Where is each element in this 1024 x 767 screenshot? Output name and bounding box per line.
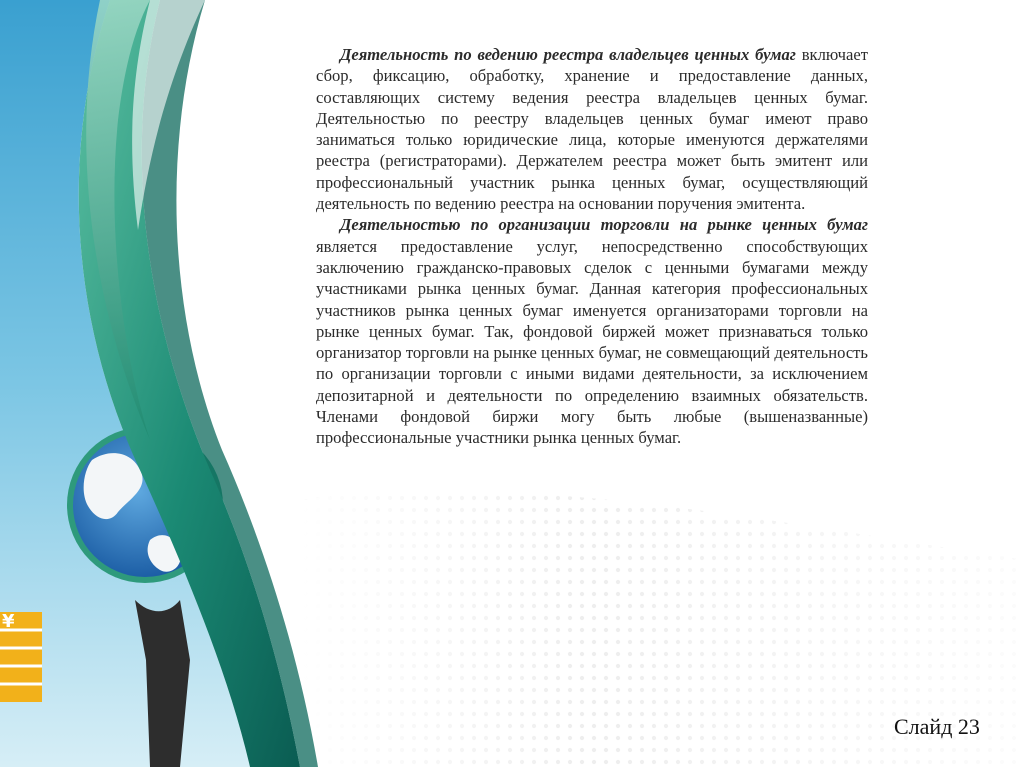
coin-stack-icon <box>0 611 42 702</box>
paragraph-trading <box>316 214 868 448</box>
svg-text:¥: ¥ <box>2 611 15 632</box>
paragraph-lead: Деятельность по ведению реестра владельцев ценных бумаг <box>340 45 796 64</box>
paragraph-registry <box>316 44 868 214</box>
main-text-block <box>316 44 868 449</box>
paragraph-body: включает сбор, фиксацию, обработку, хранение и предоставление данных, составляющих систему ведения реестра владельцев ценных бумаг. Деятельностью по реестру владельцев ценных бумаг имеют право заниматься только юридические лица, которые именуются держателями реестра (регистраторами). Держателем реестра может быть эмитент или профессиональный участник рынка ценных бумаг, осуществляющий деятельность по ведению реестра на основании поручения эмитента. <box>316 45 868 214</box>
paragraph-body: является предоставление услуг, непосредственно способствующих заключению гражданско-правовых сделок с ценными бумагами между участниками рынка ценных бумаг. Данная категория профессиональных участников рынка ценных бумаг именуется организаторами торговли на рынке ценных бумаг. Так, фондовой биржей может признаваться только организатор торговли на рынке ценных бумаг, не совмещающий деятельность по организации торговли с иными видами деятельности, за исключением депозитарной и деятельности по определению взаимных обязательств. Членами фондовой биржи могу быть любые (вышеназванные) профессиональные участники рынка ценных бумаг. <box>316 236 868 448</box>
paragraph-lead: Деятельностью по организации торговли на рынке ценных бумаг <box>340 215 868 235</box>
slide-number-label: Слайд 23 <box>894 714 980 739</box>
